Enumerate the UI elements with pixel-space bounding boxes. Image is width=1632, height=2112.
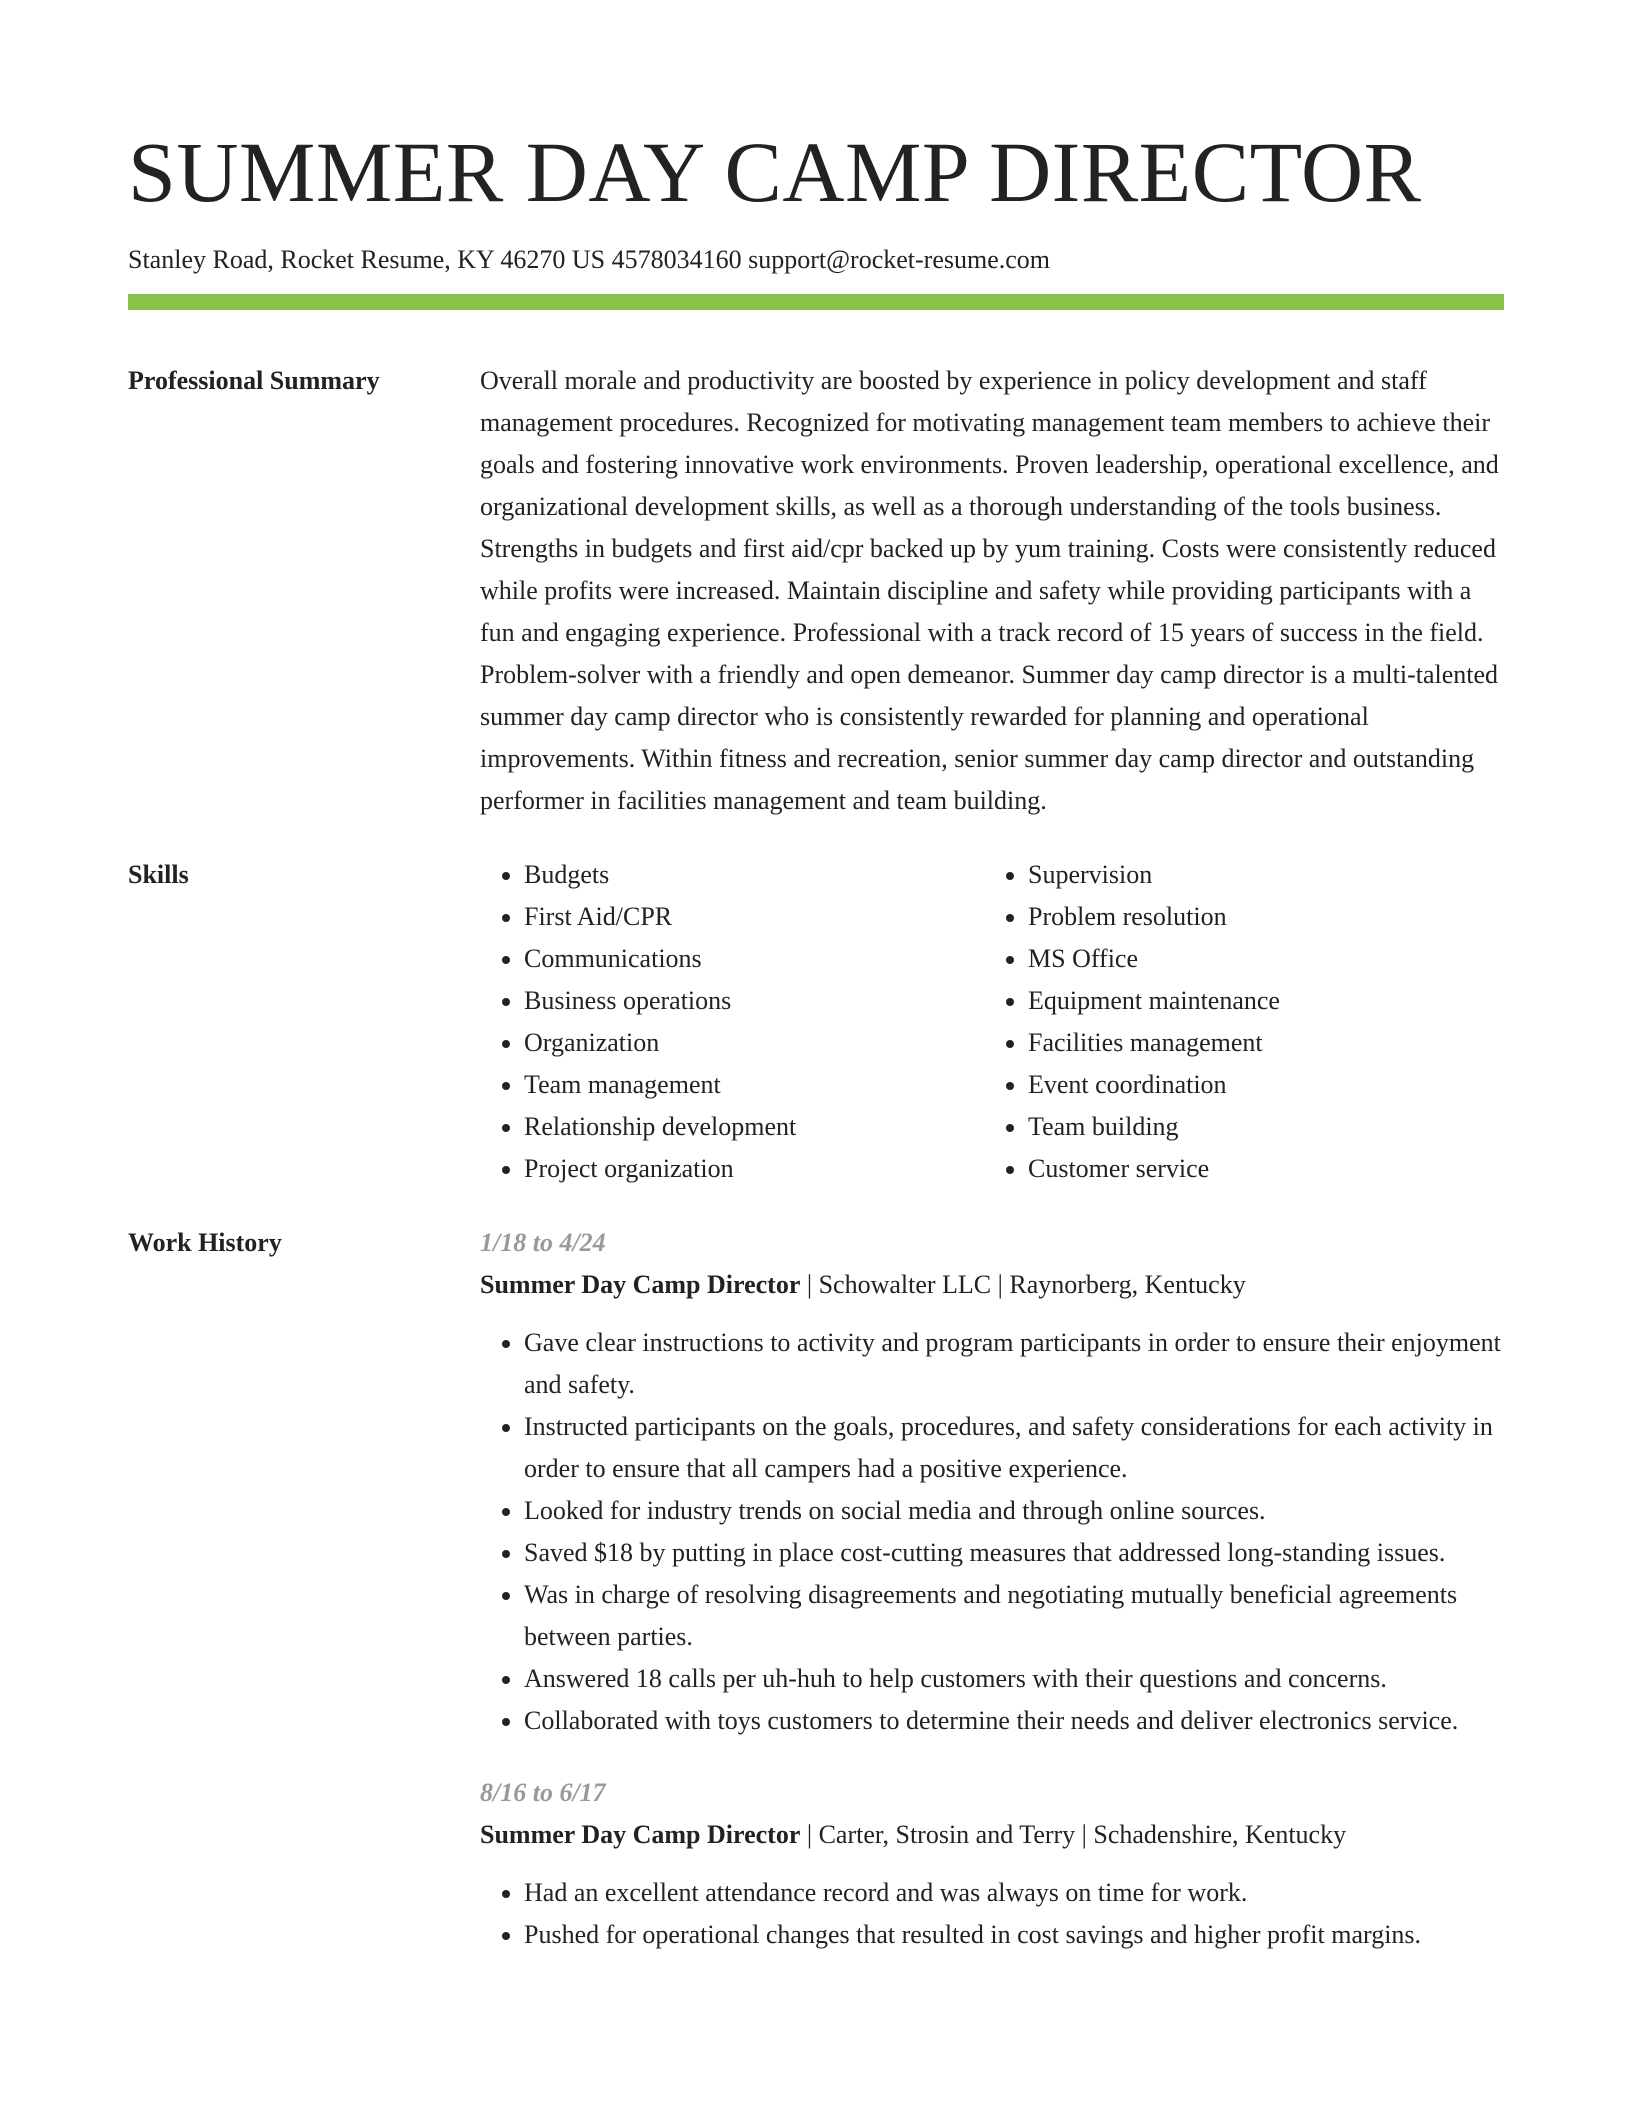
- professional-summary-section: [128, 360, 1504, 822]
- skill-item: • Communications: [524, 938, 984, 980]
- section-label-skills: Skills: [128, 860, 189, 889]
- resume-page: [128, 0, 1504, 1956]
- job-bullet: • Had an excellent attendance record and was always on time for work.: [524, 1872, 1504, 1914]
- job-bullet: • Pushed for operational changes that resulted in cost savings and higher profit margins.: [524, 1914, 1504, 1956]
- skills-list-right: [984, 854, 1488, 1190]
- skill-item: • First Aid/CPR: [524, 896, 984, 938]
- skills-list-left: [480, 854, 984, 1190]
- summary-text: Overall morale and productivity are boosted by experience in policy development and staff management procedures. Recognized for motivating management team members to achieve their goals and fostering innovative work environments. Proven leadership, operational excellence, and organizational development skills, as well as a thorough understanding of the tools business. Strengths in budgets and first aid/cpr backed up by yum training. Costs were consistently reduced while profits were increased. Maintain discipline and safety while providing participants with a fun and engaging experience. Professional with a track record of 15 years of success in the field. Problem-solver with a friendly and open demeanor. Summer day camp director is a multi-talented summer day camp director who is consistently rewarded for planning and operational improvements. Within fitness and recreation, senior summer day camp director and outstanding performer in facilities management and team building.: [480, 366, 1499, 815]
- job-employer-location: | Schowalter LLC | Raynorberg, Kentucky: [800, 1270, 1246, 1299]
- contact-line: Stanley Road, Rocket Resume, KY 46270 US 4578034160 support@rocket-resume.com: [128, 245, 1051, 274]
- skill-item: • Team management: [524, 1064, 984, 1106]
- skill-item: • Organization: [524, 1022, 984, 1064]
- job-title: Summer Day Camp Director: [480, 1820, 801, 1849]
- job-bullet-list: [480, 1322, 1504, 1742]
- skill-item: • Budgets: [524, 854, 984, 896]
- skill-item: • Event coordination: [1028, 1064, 1488, 1106]
- skill-item: • Project organization: [524, 1148, 984, 1190]
- job-employer-location: | Carter, Strosin and Terry | Schadenshire, Kentucky: [800, 1820, 1347, 1849]
- job-dates: 1/18 to 4/24: [480, 1228, 606, 1257]
- job-bullet: • Gave clear instructions to activity and program participants in order to ensure their enjoyment and safety.: [524, 1322, 1504, 1406]
- skill-item: • Business operations: [524, 980, 984, 1022]
- skill-item: • MS Office: [1028, 938, 1488, 980]
- job-heading: [480, 1264, 1504, 1306]
- accent-divider: [128, 294, 1504, 310]
- job-entry: [480, 1222, 1504, 1742]
- work-history-body: [480, 1222, 1504, 1956]
- skills-body: [480, 854, 1504, 1190]
- skill-item: • Facilities management: [1028, 1022, 1488, 1064]
- job-bullet: • Instructed participants on the goals, procedures, and safety considerations for each activity in order to ensure that all campers had a positive experience.: [524, 1406, 1504, 1490]
- job-title: Summer Day Camp Director: [480, 1270, 801, 1299]
- job-bullet: • Collaborated with toys customers to determine their needs and deliver electronics service.: [524, 1700, 1504, 1742]
- section-label-summary: Professional Summary: [128, 366, 380, 395]
- job-bullet: • Looked for industry trends on social media and through online sources.: [524, 1490, 1504, 1532]
- job-bullet: • Was in charge of resolving disagreements and negotiating mutually beneficial agreements between parties.: [524, 1574, 1504, 1658]
- work-history-section: [128, 1222, 1504, 1956]
- skill-item: • Supervision: [1028, 854, 1488, 896]
- skill-item: • Relationship development: [524, 1106, 984, 1148]
- job-dates: 8/16 to 6/17: [480, 1778, 606, 1807]
- resume-name: SUMMER DAY CAMP DIRECTOR: [128, 124, 1422, 220]
- skill-item: • Customer service: [1028, 1148, 1488, 1190]
- job-heading: [480, 1814, 1504, 1856]
- job-bullet-list: [480, 1872, 1504, 1956]
- skill-item: • Problem resolution: [1028, 896, 1488, 938]
- job-entry: [480, 1772, 1504, 1956]
- job-bullet: • Saved $18 by putting in place cost-cutting measures that addressed long-standing issues.: [524, 1532, 1504, 1574]
- skill-item: • Team building: [1028, 1106, 1488, 1148]
- skills-section: [128, 854, 1504, 1190]
- skill-item: • Equipment maintenance: [1028, 980, 1488, 1022]
- job-bullet: • Answered 18 calls per uh-huh to help customers with their questions and concerns.: [524, 1658, 1504, 1700]
- section-label-work: Work History: [128, 1228, 282, 1257]
